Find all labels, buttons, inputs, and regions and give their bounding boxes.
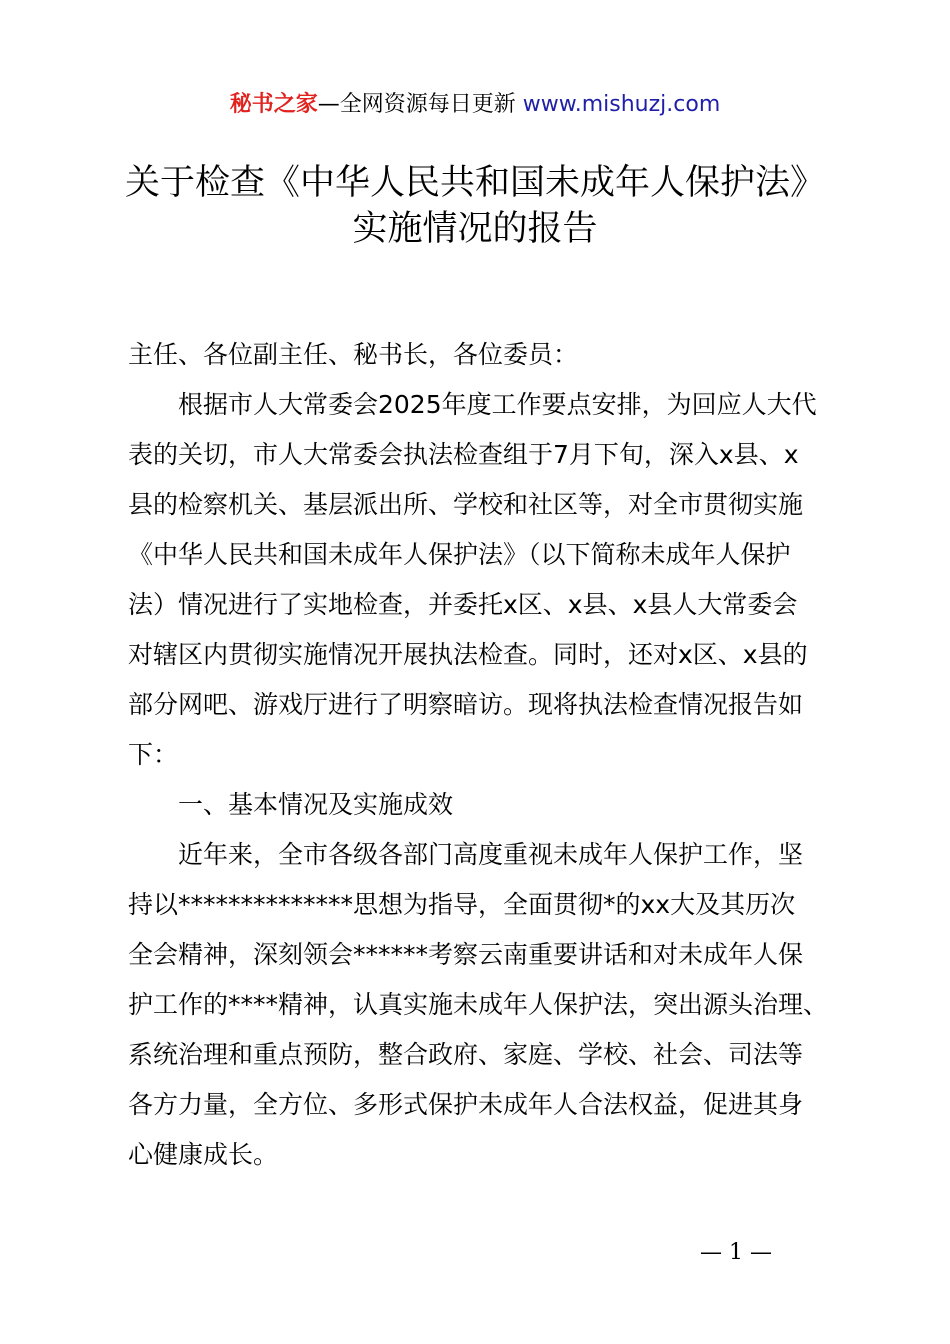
- title-line-1: 关于检查《中华人民共和国未成年人保护法》: [124, 163, 825, 203]
- site-url-link[interactable]: www.mishuzj.com: [522, 92, 721, 117]
- paragraph-1-line: 法）情况进行了实地检查，并委托x区、x县、x县人大常委会: [128, 590, 798, 619]
- paragraph-1-line: 根据市人大常委会2025年度工作要点安排，为回应人大代: [178, 390, 817, 419]
- paragraph-1-line: 县的检察机关、基层派出所、学校和社区等，对全市贯彻实施: [128, 490, 804, 519]
- paragraph-2-line: 系统治理和重点预防，整合政府、家庭、学校、社会、司法等: [128, 1040, 804, 1069]
- paragraph-1-line: 《中华人民共和国未成年人保护法》（以下简称未成年人保护: [128, 540, 791, 569]
- paragraph-1-line: 下：: [128, 740, 179, 769]
- paragraph-2-line: 全会精神，深刻领会******考察云南重要讲话和对未成年人保: [128, 940, 804, 969]
- paragraph-2-line: 持以**************思想为指导，全面贯彻*的xx大及其历次: [128, 890, 796, 919]
- paragraph-1-line: 部分网吧、游戏厅进行了明察暗访。现将执法检查情况报告如: [128, 690, 804, 719]
- brand-name: 秘书之家: [229, 92, 318, 117]
- document-body: [128, 330, 836, 1180]
- page-number: — 1 —: [700, 1240, 772, 1265]
- paragraph-2-line: 护工作的****精神，认真实施未成年人保护法，突出源头治理、: [128, 990, 829, 1019]
- site-header: [0, 88, 950, 122]
- document-title: [0, 160, 950, 252]
- paragraph-2-line: 各方力量，全方位、多形式保护未成年人合法权益，促进其身: [128, 1090, 804, 1119]
- header-tagline: —全网资源每日更新: [317, 92, 523, 117]
- section-heading: 一、基本情况及实施成效: [178, 790, 454, 819]
- salutation: 主任、各位副主任、秘书长，各位委员：: [128, 340, 579, 369]
- paragraph-2-line: 心健康成长。: [128, 1140, 279, 1169]
- title-line-2: 实施情况的报告: [352, 209, 598, 249]
- paragraph-1-line: 表的关切，市人大常委会执法检查组于7月下旬，深入x县、x: [128, 440, 799, 469]
- paragraph-2-line: 近年来，全市各级各部门高度重视未成年人保护工作，坚: [178, 840, 804, 869]
- paragraph-1-line: 对辖区内贯彻实施情况开展执法检查。同时，还对x区、x县的: [128, 640, 808, 669]
